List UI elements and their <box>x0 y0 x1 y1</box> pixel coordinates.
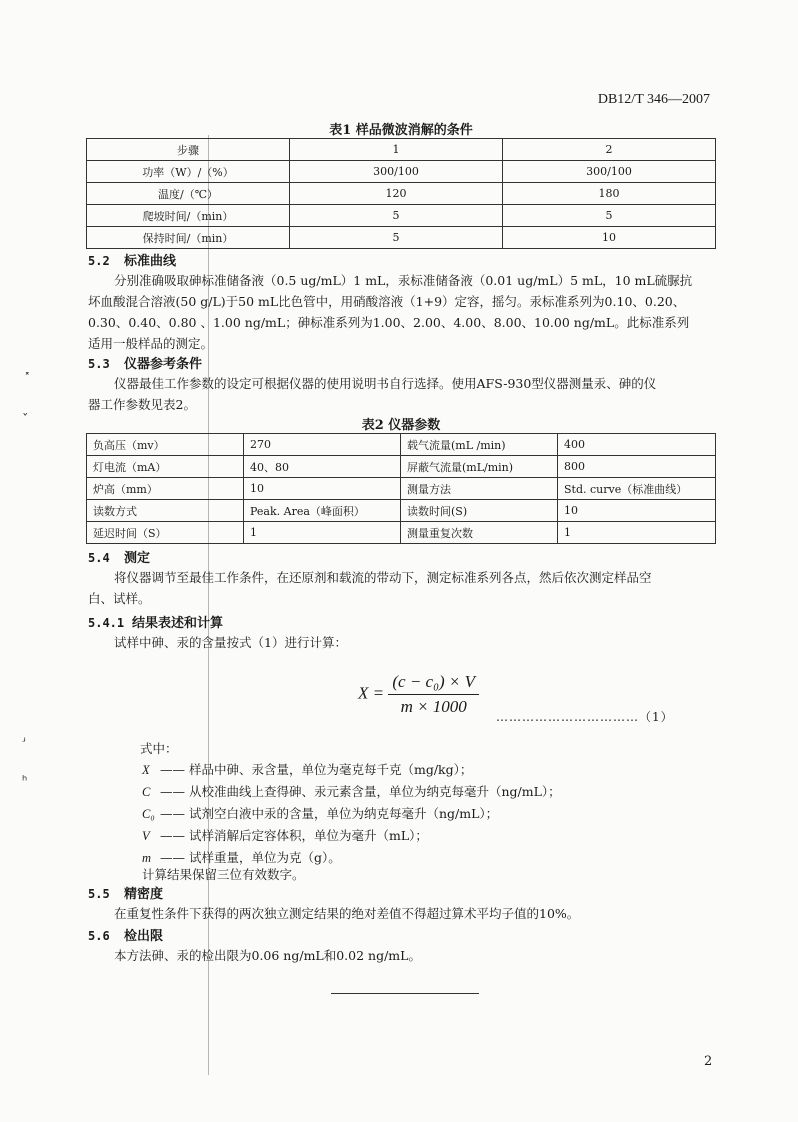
formula-number: （1） <box>639 710 674 724</box>
table-cell: 10 <box>503 227 716 249</box>
table-cell: 炉高（mm） <box>87 478 244 500</box>
formula-1 <box>358 672 479 717</box>
text-line: 仪器最佳工作参数的设定可根据仪器的使用说明书自行选择。使用AFS-930型仪器测量汞、砷的仪 <box>114 376 657 391</box>
section-number: 5.6 <box>88 929 110 943</box>
formula-intro: 试样中砷、汞的含量按式（1）进行计算： <box>114 635 347 650</box>
text-line: 0.30、0.40、0.80 、1.00 ng/mL；砷标准系列为1.00、2.00、4.00、8.00、10.00 ng/mL。此标准系列 <box>88 315 690 330</box>
table-cell: 保持时间/（min） <box>87 227 290 249</box>
variable-desc: —— 从校准曲线上查得砷、汞元素含量，单位为纳克每毫升（ng/mL）； <box>160 784 561 799</box>
variable-symbol: X <box>142 763 150 777</box>
table-header-cell: 步骤 <box>87 139 290 161</box>
text-line: 将仪器调节至最佳工作条件，在还原剂和载流的带动下，测定标准系列各点，然后依次测定样品空 <box>114 570 652 585</box>
section-number: 5.2 <box>88 254 110 268</box>
table-cell: 延迟时间（S） <box>87 522 244 544</box>
section-title: 结果表述和计算 <box>132 616 224 631</box>
table-cell: 测量方法 <box>401 478 558 500</box>
table-row <box>87 456 716 478</box>
table1 <box>86 138 716 249</box>
variable-symbol: V <box>142 829 150 843</box>
table-header-cell: 1 <box>290 139 503 161</box>
table-cell: 温度/（℃） <box>87 183 290 205</box>
paragraph-5-4 <box>88 567 718 609</box>
table-row <box>87 478 716 500</box>
paragraph-5-2 <box>88 270 718 354</box>
formula-leader <box>496 708 674 725</box>
table-cell: 400 <box>558 434 716 456</box>
section-heading-5-4-1 <box>88 612 223 631</box>
table2 <box>86 433 716 544</box>
table-cell: Std. curve（标准曲线） <box>558 478 716 500</box>
section-title: 测定 <box>124 551 151 566</box>
table-header-row <box>87 139 716 161</box>
table-cell: 读数方式 <box>87 500 244 522</box>
table-row <box>87 434 716 456</box>
where-label: 式中： <box>140 741 178 756</box>
variable-item <box>142 781 712 803</box>
table-cell: 300/100 <box>503 161 716 183</box>
table-row <box>87 227 716 249</box>
table-cell: 10 <box>244 478 401 500</box>
section-title: 精密度 <box>124 887 164 902</box>
scan-mark: ʴ <box>22 735 26 750</box>
table1-caption: 表1 样品微波消解的条件 <box>329 123 473 138</box>
variable-item <box>142 825 712 847</box>
section-title: 标准曲线 <box>124 254 177 269</box>
paragraph-5-3 <box>88 373 718 415</box>
table-cell: 功率（W）/（%） <box>87 161 290 183</box>
end-rule <box>331 993 479 994</box>
section-heading-5-3 <box>88 353 202 372</box>
formula-leader-dots: …………………………… <box>496 710 639 724</box>
table-cell: 灯电流（mA） <box>87 456 244 478</box>
text-line: 坏血酸混合溶液(50 g/L)于50 mL比色管中，用硝酸溶液（1+9）定容，摇匀。汞标准系列为0.10、0.20、 <box>88 294 686 309</box>
section-heading-5-6 <box>88 925 163 944</box>
scan-mark: ˟ <box>24 372 31 387</box>
formula-denominator: m × 1000 <box>400 697 467 716</box>
section-heading-5-5 <box>88 883 163 902</box>
where-note: 计算结果保留三位有效数字。 <box>142 867 305 882</box>
formula-fraction <box>388 672 479 717</box>
section-title: 检出限 <box>124 929 164 944</box>
variable-desc: —— 样品中砷、汞含量，单位为毫克每千克（mg/kg）； <box>160 762 473 777</box>
table-cell: 1 <box>244 522 401 544</box>
variable-item <box>142 759 712 781</box>
table-cell: 爬坡时间/（min） <box>87 205 290 227</box>
table-cell: 120 <box>290 183 503 205</box>
table-cell: 负高压（mv） <box>87 434 244 456</box>
table-cell: 270 <box>244 434 401 456</box>
text-line: 白、试样。 <box>88 591 151 606</box>
scan-mark: ʰ <box>22 774 28 789</box>
table-cell: 测量重复次数 <box>401 522 558 544</box>
table-row <box>87 183 716 205</box>
paragraph-5-5: 在重复性条件下获得的两次独立测定结果的绝对差值不得超过算术平均子值的10%。 <box>114 906 580 921</box>
table-cell: 5 <box>503 205 716 227</box>
section-heading-5-4 <box>88 547 150 566</box>
page-number: 2 <box>704 1054 713 1069</box>
table-cell: 300/100 <box>290 161 503 183</box>
doc-code: DB12/T 346—2007 <box>597 92 710 107</box>
table-cell: 800 <box>558 456 716 478</box>
variable-desc: —— 试样重量，单位为克（g）。 <box>160 850 341 865</box>
table-header-cell: 2 <box>503 139 716 161</box>
table-cell: 5 <box>290 227 503 249</box>
variable-symbol: m <box>142 851 152 865</box>
table-cell: 读数时间(S) <box>401 500 558 522</box>
text-line: 器工作参数见表2。 <box>88 397 196 412</box>
formula-lhs: X = <box>358 683 385 703</box>
section-number: 5.4 <box>88 551 110 565</box>
section-number: 5.3 <box>88 357 110 371</box>
variable-desc: —— 试剂空白液中汞的含量，单位为纳克每毫升（ng/mL）； <box>160 806 499 821</box>
table-cell: 40、80 <box>244 456 401 478</box>
formula-numerator: (c − c₀) × V <box>388 672 479 695</box>
table2-caption: 表2 仪器参数 <box>361 418 441 433</box>
table-cell: 5 <box>290 205 503 227</box>
variable-desc: —— 试样消解后定容体积，单位为毫升（mL）； <box>160 828 428 843</box>
variable-symbol: C <box>142 785 151 799</box>
variable-item <box>142 803 712 825</box>
table-row <box>87 500 716 522</box>
text-line: 分别准确吸取砷标准储备液（0.5 ug/mL）1 mL，汞标准储备液（0.01 ug/mL）5 mL，10 mL硫脲抗 <box>114 273 693 288</box>
table-cell: 180 <box>503 183 716 205</box>
section-title: 仪器参考条件 <box>124 357 203 372</box>
variable-list <box>142 759 712 869</box>
table-cell: 载气流量(mL /min) <box>401 434 558 456</box>
text-line: 适用一般样品的测定。 <box>88 336 214 351</box>
section-number: 5.4.1 <box>88 616 125 630</box>
table-row <box>87 205 716 227</box>
table-cell: 屏蔽气流量(mL/min) <box>401 456 558 478</box>
section-number: 5.5 <box>88 887 110 901</box>
table-cell: Peak. Area（峰面积） <box>244 500 401 522</box>
table-row <box>87 522 716 544</box>
section-heading-5-2 <box>88 250 176 269</box>
table-row <box>87 161 716 183</box>
scan-mark: ˇ <box>22 413 29 428</box>
table-cell: 1 <box>558 522 716 544</box>
paragraph-5-6: 本方法砷、汞的检出限为0.06 ng/mL和0.02 ng/mL。 <box>114 948 421 963</box>
variable-symbol: C₀ <box>142 807 155 821</box>
table-cell: 10 <box>558 500 716 522</box>
